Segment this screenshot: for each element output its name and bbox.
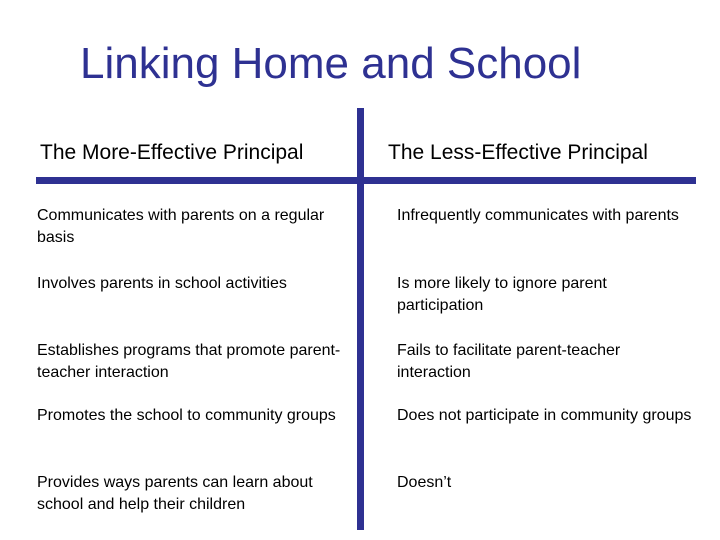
less-effective-item: Infrequently communicates with parents xyxy=(397,207,679,224)
more-effective-header: The More-Effective Principal xyxy=(40,141,304,164)
less-effective-item: Doesn’t xyxy=(397,474,452,491)
less-effective-header: The Less-Effective Principal xyxy=(388,141,648,164)
slide-title: Linking Home and School xyxy=(80,39,582,88)
less-effective-item: Is more likely to ignore parent participation xyxy=(397,275,607,314)
vertical-divider xyxy=(357,108,364,530)
horizontal-divider xyxy=(36,177,696,184)
more-effective-item: Promotes the school to community groups xyxy=(37,407,336,424)
less-effective-item: Does not participate in community groups xyxy=(397,407,692,424)
more-effective-item: Establishes programs that promote parent-teacher interaction xyxy=(37,342,341,381)
more-effective-item: Involves parents in school activities xyxy=(37,275,287,292)
more-effective-item: Provides ways parents can learn about school and help their children xyxy=(37,474,313,513)
less-effective-item: Fails to facilitate parent-teacher interaction xyxy=(397,342,621,381)
more-effective-item: Communicates with parents on a regular basis xyxy=(37,207,325,246)
